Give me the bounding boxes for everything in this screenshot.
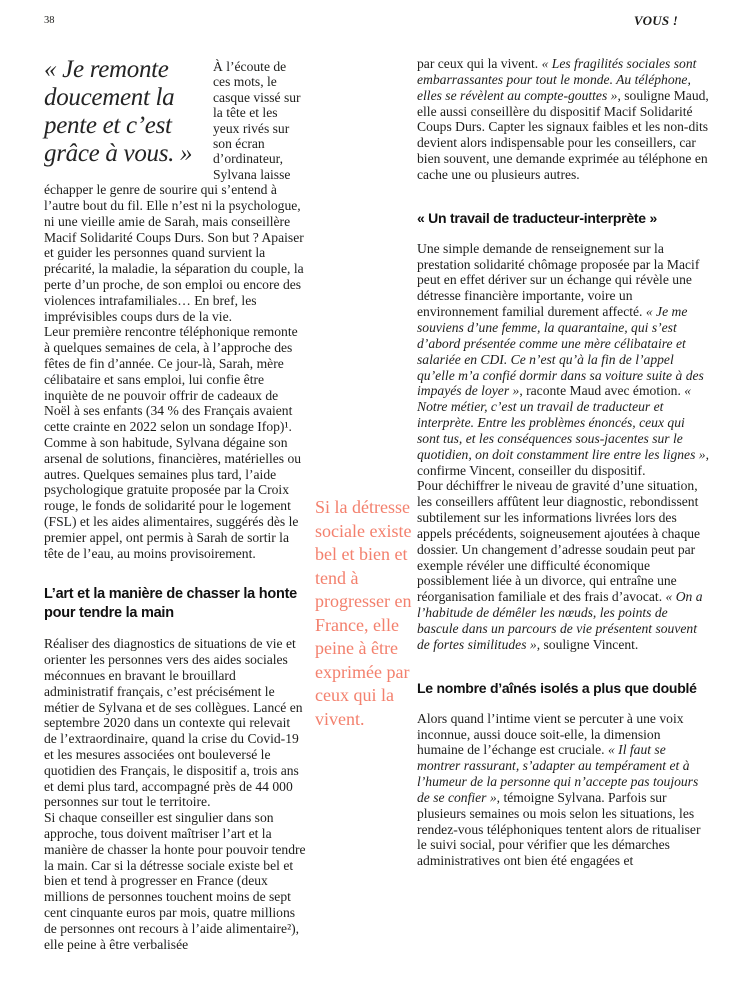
right-column [417, 56, 709, 869]
text-run: , témoigne Sylvana. Parfois sur plusieurs semaines ou mois selon les situations, les rendez-vous téléphoniques tentent alors de ritualiser le suivi social, pour vérifier que les démarches administratives ont bien été engagées et [417, 789, 701, 869]
masthead-title: VOUS ! [633, 13, 678, 28]
article-paragraph [417, 241, 709, 479]
page-number: 38 [44, 15, 55, 26]
section-heading: « Un travail de traducteur-interprète » [417, 209, 657, 226]
lead-block [44, 56, 306, 182]
text-run: Alors quand l’intime vient se percuter à une voix inconnue, aussi douce soit-elle, la dimension humaine de l’échange est cruciale. [417, 710, 684, 758]
quoted-speech: « Il faut se montrer rassurant, s’adapter au tempérament et à l’humeur de la personne qui n’accepte pas toujours de se confier » [417, 742, 699, 805]
text-run: , souligne Vincent. [536, 636, 639, 652]
text-run: , raconte Maud avec émotion. [519, 383, 685, 399]
article-paragraph [417, 711, 709, 869]
quoted-speech: « Je me souviens d’une femme, la quarantaine, qui s’est d’abord présentée comme une mère célibataire et salariée en CDI. Ce n’est qu’à la fin de l’appel qu’elle m’a confié dormir dans sa voiture suite à des impayés de loyer » [417, 304, 704, 399]
text-run: Pour déchiffrer le niveau de gravité d’une situation, les conseillers affûtent leur diagnostic, rebondissent subtilement sur les informations livrées lors des appels précédents, soigneusement ajoutées à chaque dossier. Un changement d’adresse soudain peut par exemple révéler une difficulté économique possiblement liée à un divorce, qui entraîne une réorganisation familiale et des frais d’avocat. [417, 478, 701, 605]
quoted-speech: « On a l’habitude de démêler les nœuds, les points de bascule dans un parcours de vie présentent souvent de fortes similitudes » [417, 589, 703, 652]
left-column [44, 56, 306, 952]
text-run: par ceux qui la vivent. [417, 56, 542, 71]
quoted-speech: « Notre métier, c’est un travail de traducteur et interprète. Entre les problèmes énoncés, ceux qui sont tus, et les conséquences sous-jacentes sur le quotidien, on doit constamment lire entre les lignes » [417, 383, 706, 462]
article-paragraph [417, 56, 709, 183]
article-paragraph: échapper le genre de sourire qui s’entend à l’autre bout du fil. Elle n’est ni la psychologue, ni une vieille amie de Sarah, mais conseillère Macif Solidarité Coups Durs. Son but ? Apaiser et guider les personnes quand survient la précarité, la maladie, la séparation du couple, la perte d’un proche, de son emploi ou encore des violences intrafamiliales… En bref, les imprévisibles coups durs de la vie. [44, 182, 304, 324]
article-paragraph [417, 478, 709, 652]
article-paragraph: Réaliser des diagnostics de situations de vie et orienter les personnes vers des aides sociales méconnues en bravant le brouillard administratif français, c’est précisément le métier de Sylvana et de ses collègues. Lancé en septembre 2020 dans un contexte qui relevait de l’extraordinaire, quand la crise du Covid-19 et les mesures associées ont bouleversé le quotidien des Français, le dispositif a, trois ans et demi plus tard, accompagné près de 44 000 personnes sur tout le territoire. [44, 636, 303, 810]
section-heading: Le nombre d’aînés isolés a plus que doublé [417, 679, 697, 696]
article-paragraph: Si chaque conseiller est singulier dans son approche, tous doivent maîtriser l’art et la manière de chasser la honte pour pouvoir tendre la main. Car si la détresse sociale existe bel et bien et tend à progresser en France (deux millions de personnes touchent moins de sept cent cinquante euros par mois, quatre millions de personnes ont recours à l’aide alimentaire²), elle peine à être verbalisée [44, 810, 306, 952]
lead-pull-quote: « Je remonte doucement la pente et c’est grâce à vous. » [44, 56, 193, 167]
section-heading: L’art et la manière de chasser la honte pour tendre la main [44, 586, 297, 622]
article-paragraph: Leur première rencontre téléphonique remonte à quelques semaines de cela, à l’approche des fêtes de fin d’année. Ce jour-là, Sarah, mère célibataire et sans emploi, lui confie être inquiète de ne pouvoir offrir de cadeaux de Noël à ses enfants (34 % des Français avaient cette crainte en 2022 selon un sondage Ifop)¹. Comme à son habitude, Sylvana dégaine son arsenal de solutions, financières, matérielles ou autres. Quelques semaines plus tard, l’aide psychologique gratuite proposée par la Croix rouge, le fonds de solidarité pour le logement (FSL) et les aides alimentaires, suggérés dès le premier appel, ont permis à Sarah de sortir la tête de l’eau, au moins provisoirement. [44, 324, 302, 561]
text-run: , souligne Maud, elle aussi conseillère du dispositif Macif Solidarité Coups Durs. Capter les signaux faibles et les non-dits devient alors indispensable pour les conseillers, car bien souvent, une demande exprimée au téléphone en cache une ou plusieurs autres. [417, 87, 709, 182]
quoted-speech: « Les fragilités sociales sont embarrassantes pour tout le monde. Au téléphone, elles se révèlent au compte-gouttes » [417, 56, 697, 103]
accent-pull-quote: Si la détresse sociale existe bel et bien et tend à progresser en France, elle peine à être exprimée par ceux qui la vivent. [315, 497, 412, 729]
text-run: Une simple demande de renseignement sur la prestation solidarité chômage proposée par la Macif peut en effet dériver sur un échange qui révèle une détresse financière importante, voire un environnement familial durement affecté. [417, 240, 700, 320]
lead-side-text: À l’écoute de ces mots, le casque vissé sur la tête et les yeux rivés sur son écran d’ordinateur, Sylvana laisse [213, 59, 301, 182]
text-run: , confirme Vincent, conseiller du dispositif. [417, 446, 709, 478]
